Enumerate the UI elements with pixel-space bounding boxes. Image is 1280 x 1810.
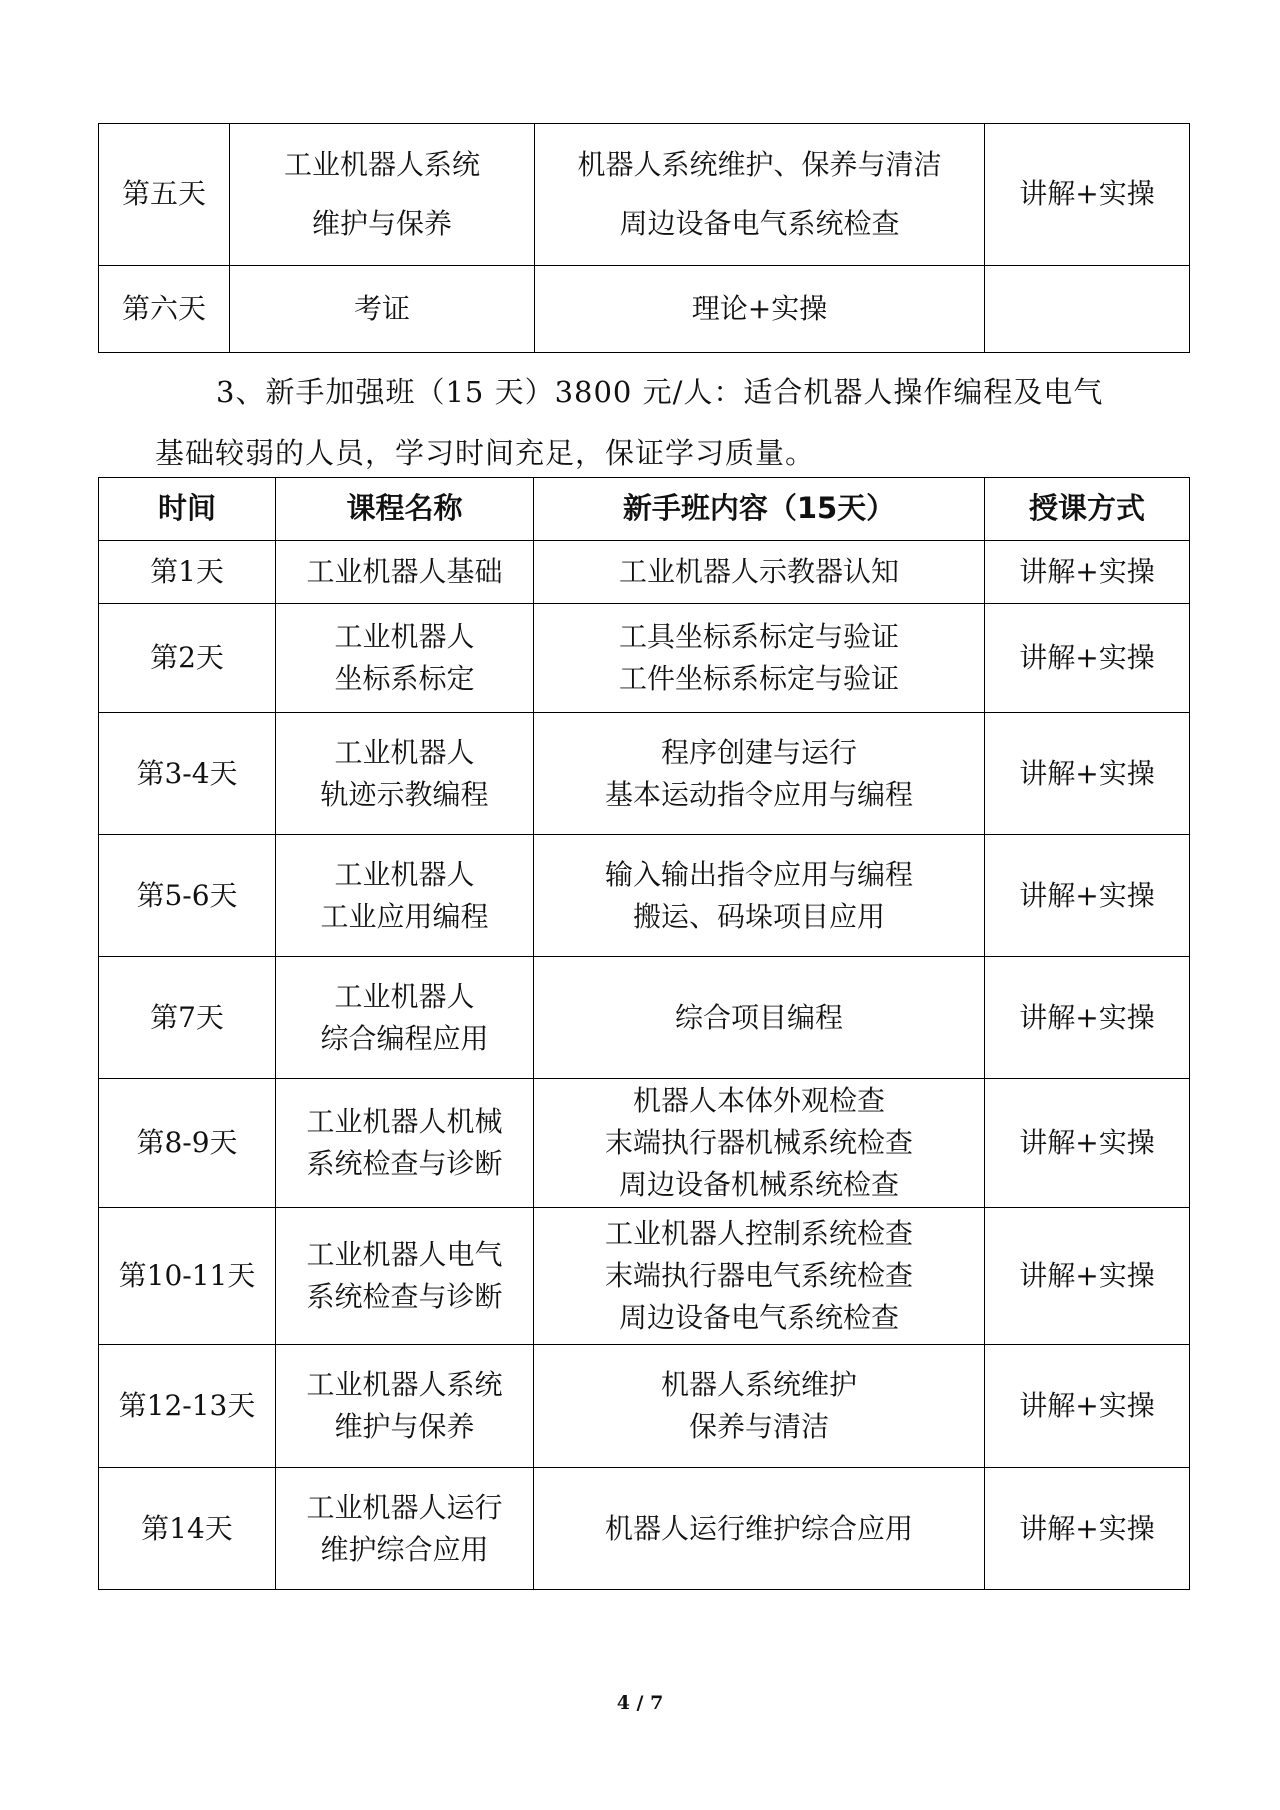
schedule-table-continued: [98, 123, 1190, 353]
header-time: 时间: [99, 478, 276, 541]
course-cell-line: 维护综合应用: [320, 1532, 489, 1566]
method-cell: 讲解+实操: [985, 835, 1190, 957]
content-cell-line: 工业机器人示教器认知: [618, 555, 899, 588]
method-cell: 讲解+实操: [985, 1079, 1190, 1208]
course-cell: [276, 1345, 534, 1468]
course-cell: [276, 835, 534, 957]
table-header-row: [99, 478, 1190, 541]
course-cell-line: 工业机器人机械: [306, 1105, 503, 1138]
section-description: [98, 362, 1189, 484]
table-row: [99, 124, 1190, 266]
content-cell-line: 搬运、码垛项目应用: [632, 899, 885, 933]
course-cell-line: 工业机器人: [334, 979, 475, 1013]
content-cell-line: 周边设备电气系统检查: [619, 206, 900, 240]
content-cell-line: 机器人系统维护、保养与清洁: [577, 147, 942, 181]
course-cell-line: 考证: [353, 291, 410, 325]
content-cell: [534, 604, 985, 713]
method-cell: 讲解+实操: [985, 1345, 1190, 1468]
content-cell: [534, 1208, 985, 1345]
table-row: [99, 713, 1190, 835]
course-cell-line: 综合编程应用: [320, 1021, 489, 1055]
table-row: [99, 1345, 1190, 1468]
content-cell-line: 末端执行器机械系统检查: [604, 1126, 913, 1159]
content-cell-line: 周边设备电气系统检查: [618, 1301, 899, 1334]
table-row: [99, 541, 1190, 604]
course-cell: [276, 1079, 534, 1208]
content-cell-line: 工件坐标系标定与验证: [618, 662, 899, 695]
content-cell: [534, 1345, 985, 1468]
content-cell-line: 工具坐标系标定与验证: [618, 620, 899, 653]
header-method: 授课方式: [985, 478, 1190, 541]
header-course: 课程名称: [276, 478, 534, 541]
course-cell: [230, 266, 535, 353]
day-cell: 第14天: [99, 1468, 276, 1590]
content-cell-line: 末端执行器电气系统检查: [604, 1259, 913, 1292]
method-cell: 讲解+实操: [985, 124, 1190, 266]
content-cell: [534, 957, 985, 1079]
method-cell: [985, 266, 1190, 353]
course-cell-line: 系统检查与诊断: [306, 1147, 503, 1180]
content-cell-line: 机器人本体外观检查: [632, 1084, 885, 1117]
course-cell-line: 坐标系标定: [334, 662, 475, 695]
content-cell-line: 工业机器人控制系统检查: [604, 1217, 913, 1250]
course-cell: [276, 713, 534, 835]
method-cell: 讲解+实操: [985, 1208, 1190, 1345]
course-cell: [276, 1208, 534, 1345]
course-cell-line: 工业机器人: [334, 620, 475, 653]
course-cell-line: 工业应用编程: [320, 899, 489, 933]
novice-table-body: [99, 541, 1190, 1590]
content-cell: [534, 541, 985, 604]
course-cell-line: 工业机器人电气: [306, 1238, 503, 1271]
day-cell: 第10-11天: [99, 1208, 276, 1345]
course-cell-line: 工业机器人基础: [306, 555, 503, 588]
day-cell: 第8-9天: [99, 1079, 276, 1208]
header-content: 新手班内容（15天）: [534, 478, 985, 541]
course-cell-line: 工业机器人系统: [306, 1368, 503, 1401]
content-cell: [535, 266, 985, 353]
table-row: [99, 266, 1190, 353]
method-cell: 讲解+实操: [985, 1468, 1190, 1590]
course-cell-line: 系统检查与诊断: [306, 1280, 503, 1313]
method-cell: 讲解+实操: [985, 957, 1190, 1079]
section-line-2: 基础较弱的人员，学习时间充足，保证学习质量。: [155, 436, 816, 470]
day-cell: 第六天: [99, 266, 230, 353]
course-cell-line: 工业机器人运行: [306, 1490, 503, 1524]
day-cell: 第5-6天: [99, 835, 276, 957]
day-cell: 第2天: [99, 604, 276, 713]
course-cell-line: 维护与保养: [311, 206, 452, 240]
table-row: [99, 1468, 1190, 1590]
day-cell: 第7天: [99, 957, 276, 1079]
course-cell: [276, 1468, 534, 1590]
day-cell: 第五天: [99, 124, 230, 266]
content-cell-line: 程序创建与运行: [660, 735, 857, 769]
content-cell-line: 理论+实操: [691, 291, 828, 325]
content-cell: [534, 835, 985, 957]
content-cell: [534, 713, 985, 835]
day-cell: 第3-4天: [99, 713, 276, 835]
content-cell-line: 综合项目编程: [674, 1000, 843, 1034]
table-row: [99, 1079, 1190, 1208]
course-cell: [276, 604, 534, 713]
table-row: [99, 835, 1190, 957]
content-cell: [534, 1079, 985, 1208]
course-cell: [230, 124, 535, 266]
content-cell-line: 输入输出指令应用与编程: [604, 857, 913, 891]
method-cell: 讲解+实操: [985, 713, 1190, 835]
method-cell: 讲解+实操: [985, 541, 1190, 604]
content-cell: [535, 124, 985, 266]
table-row: [99, 957, 1190, 1079]
day-cell: 第12-13天: [99, 1345, 276, 1468]
course-cell-line: 工业机器人系统: [283, 147, 480, 181]
novice-course-table: [98, 477, 1190, 1590]
content-cell-line: 保养与清洁: [688, 1410, 829, 1443]
course-cell-line: 工业机器人: [334, 857, 475, 891]
content-cell-line: 周边设备机械系统检查: [618, 1168, 899, 1201]
section-line-1: 3、新手加强班（15 天）3800 元/人：适合机器人操作编程及电气: [216, 375, 1104, 409]
schedule-table-body: [99, 124, 1190, 353]
method-cell: 讲解+实操: [985, 604, 1190, 713]
course-cell-line: 维护与保养: [334, 1410, 475, 1443]
course-cell: [276, 957, 534, 1079]
day-cell: 第1天: [99, 541, 276, 604]
course-cell-line: 轨迹示教编程: [320, 777, 489, 811]
course-cell: [276, 541, 534, 604]
content-cell: [534, 1468, 985, 1590]
course-cell-line: 工业机器人: [334, 735, 475, 769]
content-cell-line: 机器人系统维护: [660, 1368, 857, 1401]
table-row: [99, 1208, 1190, 1345]
page-number: 4 / 7: [616, 1692, 664, 1714]
content-cell-line: 机器人运行维护综合应用: [604, 1511, 913, 1545]
table-row: [99, 604, 1190, 713]
content-cell-line: 基本运动指令应用与编程: [604, 777, 913, 811]
